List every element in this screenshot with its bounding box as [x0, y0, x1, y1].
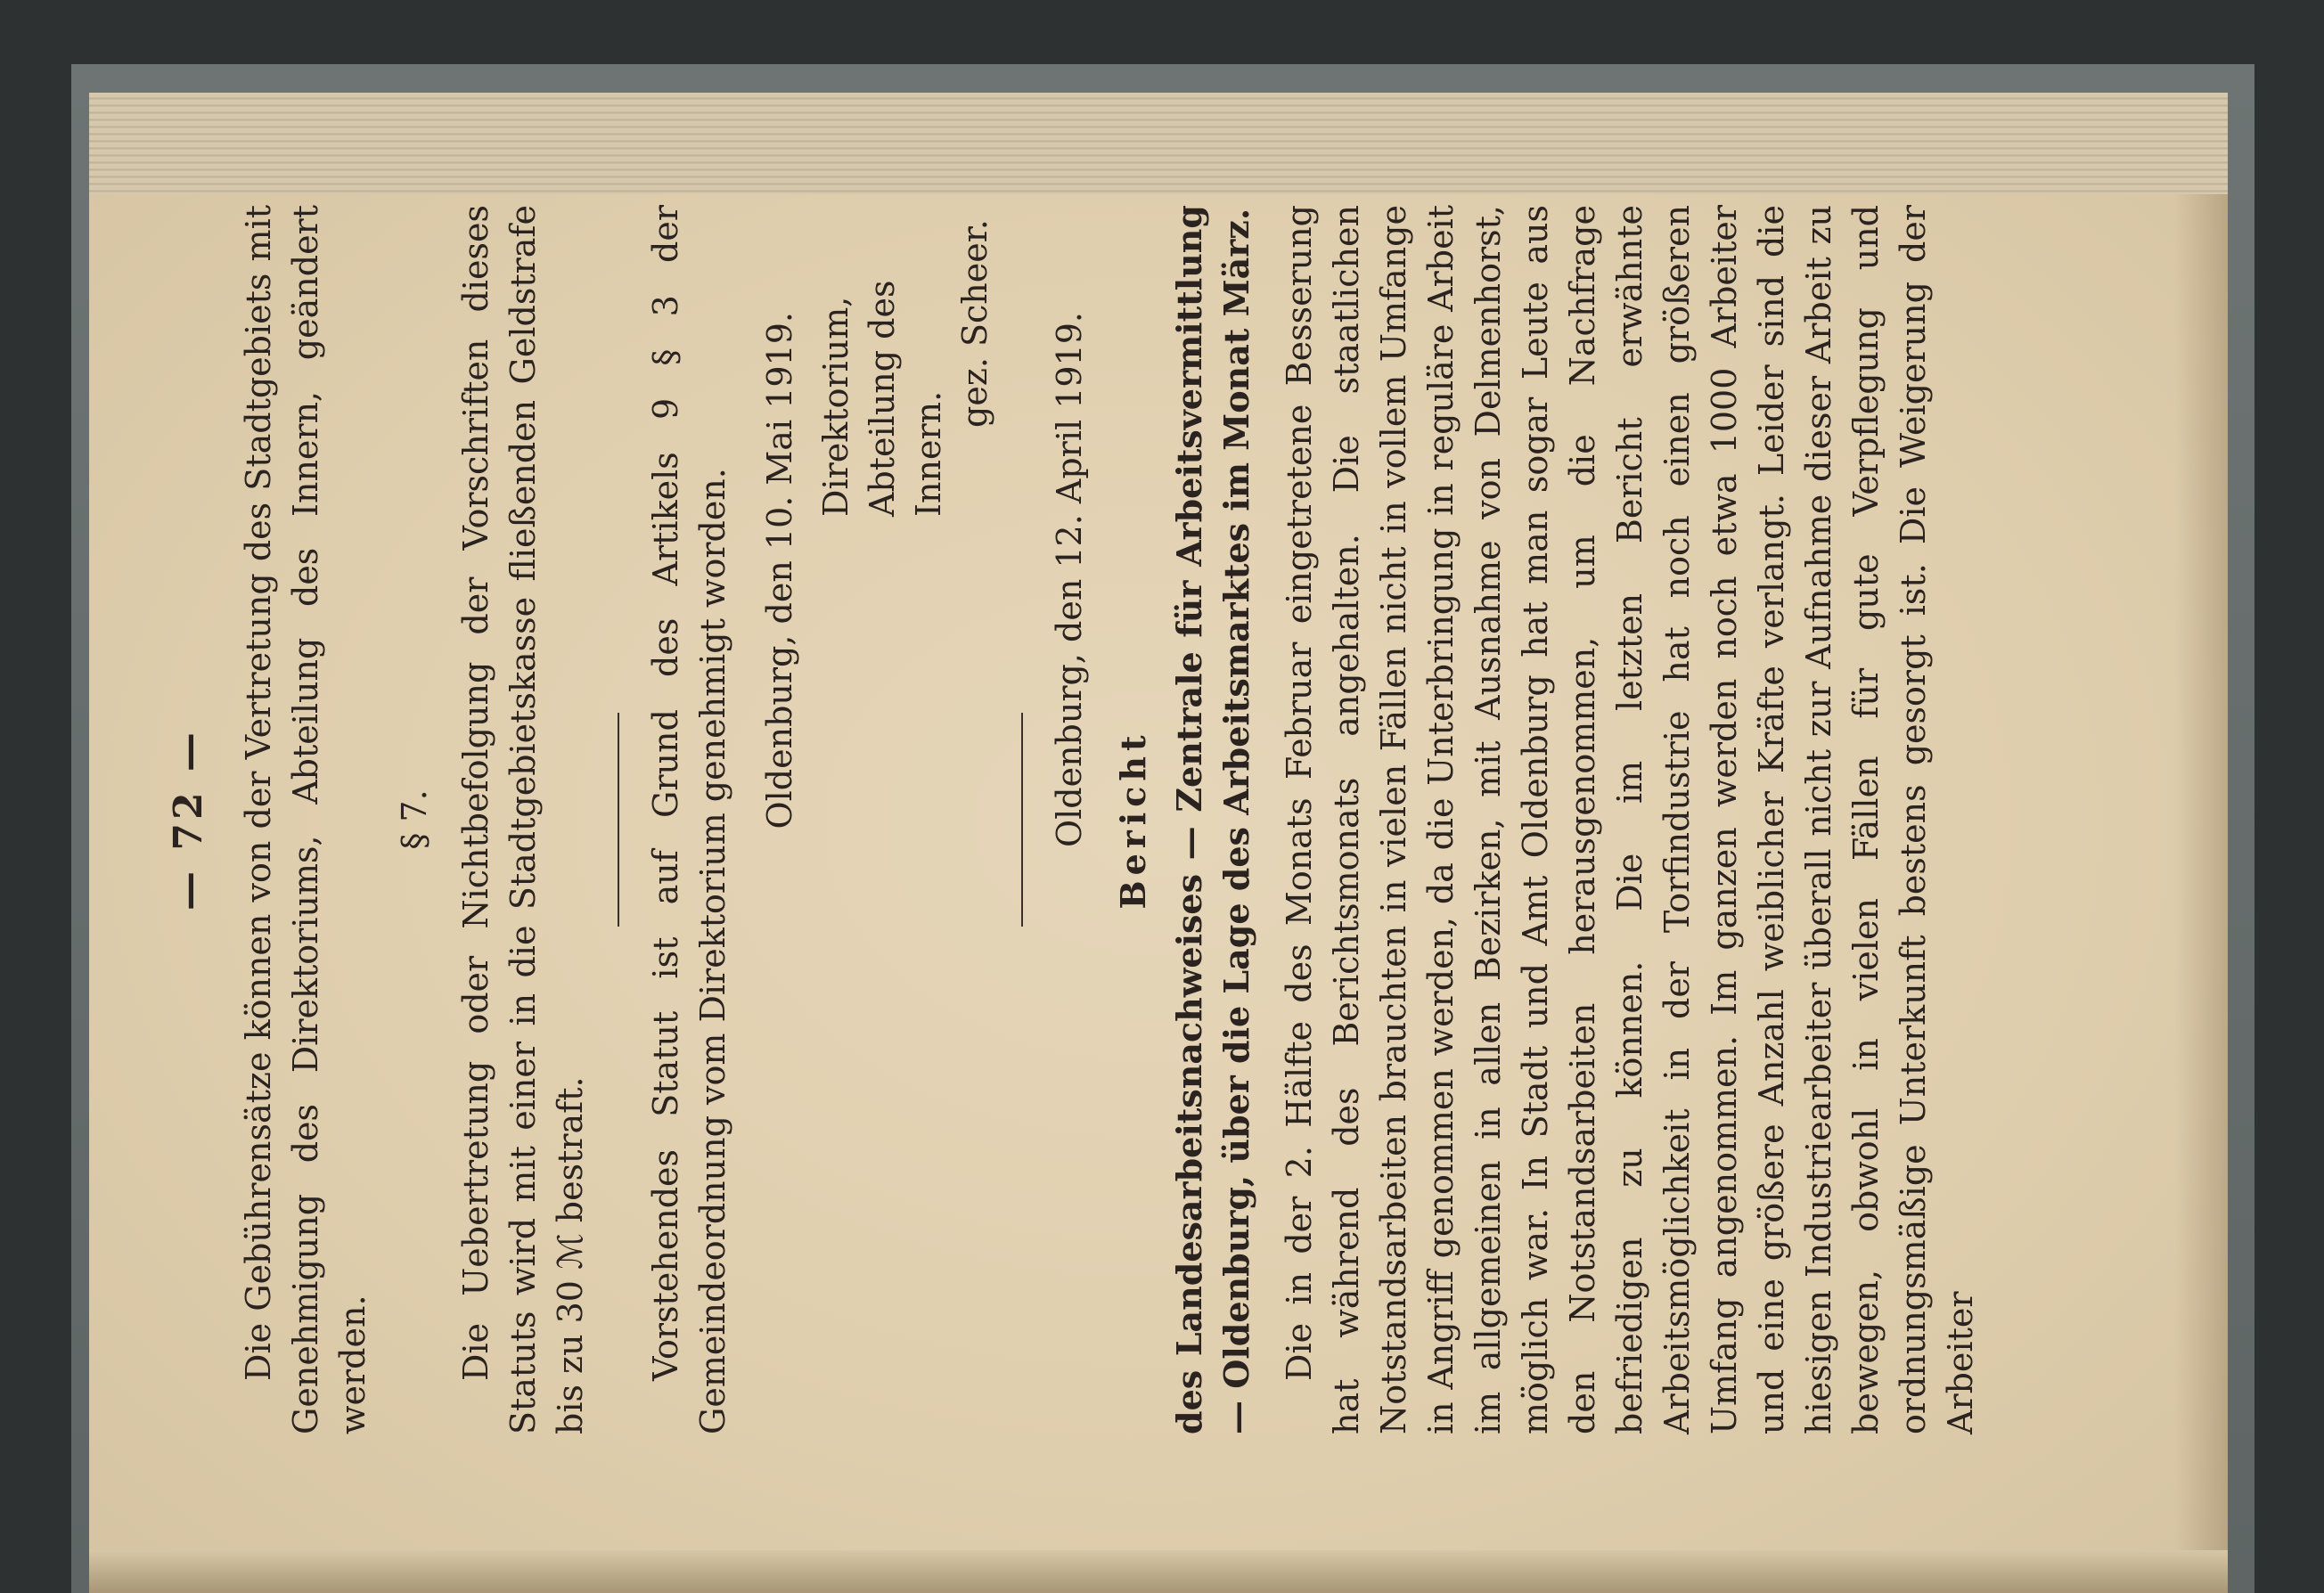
- page-bottom-edge: [89, 1550, 2228, 1593]
- paragraph-approval: Vorstehendes Statut ist auf Grund des Artikels 9 § 3 der Gemeindeordnung vom Direktorium genehmigt worden.: [646, 205, 732, 1434]
- paragraph-penalty: Die Uebertretung oder Nichtbefolgung der Vorschriften dieses Statuts wird mit einer in die Stadtgebietskasse fließenden Geldstrafe bis zu 30 ℳ bestraft.: [456, 205, 590, 1434]
- paragraph-fees: Die Gebührensätze können von der Vertretung des Stadtgebiets mit Genehmigung des Direktoriums, Abteilung des Innern, geändert werden.: [239, 205, 372, 1434]
- date-line: Oldenburg, den 10. Mai 1919.: [760, 312, 799, 829]
- signature-line-2: Abteilung des Innern.: [863, 280, 948, 517]
- signature-block: [813, 205, 998, 517]
- signature-line-3: gez. Scheer.: [955, 219, 994, 428]
- paragraph-labour-market: Die in der 2. Hälfte des Monats Februar eingetretene Besserung hat während des Berichtsmonats angehalten. Die staatlichen Notstandsarbeiten brauchten in vielen Fällen nicht in vollem Umfange in Angriff genommen werden, da die Unterbringung in reguläre Arbeit im allgemeinen in allen Bezirken, mit Ausnahme von Delmenhorst, möglich war. In Stadt und Amt Oldenburg hat man sogar Leute aus den Notstandsarbeiten herausgenommen, um die Nachfrage befriedigen zu können. Die im letzten Bericht erwähnte Arbeitsmöglichkeit in der Torfindustrie hat noch einen größeren Umfang angenommen. Im ganzen werden noch etwa 1000 Arbeiter und eine größere Anzahl weiblicher Kräfte verlangt. Leider sind die hiesigen Industriearbeiter überall nicht zur Aufnahme dieser Arbeit zu bewegen, obwohl in vielen Fällen für gute Verpflegung und ordnungsmäßige Unterkunft bestens gesorgt ist. Die Weigerung der Arbeiter: [1280, 205, 1980, 1434]
- page-number: — 72 —: [166, 729, 211, 911]
- signature-line-1: Direktorium,: [816, 296, 855, 517]
- report-title: Bericht: [1113, 730, 1153, 910]
- divider-rule: [618, 713, 619, 927]
- report-date-line: Oldenburg, den 12. April 1919.: [1050, 312, 1089, 848]
- section-heading: § 7.: [395, 789, 434, 850]
- report-subtitle: des Landesarbeitsnachweises — Zentrale für Arbeitsvermittlung — Oldenburg, über die Lage des Arbeitsmarktes im Monat März.: [1169, 205, 1256, 1434]
- rotated-text-block: [165, 205, 2081, 1434]
- gutter-shadow: [2174, 194, 2228, 1593]
- divider-rule-2: [1021, 713, 1023, 927]
